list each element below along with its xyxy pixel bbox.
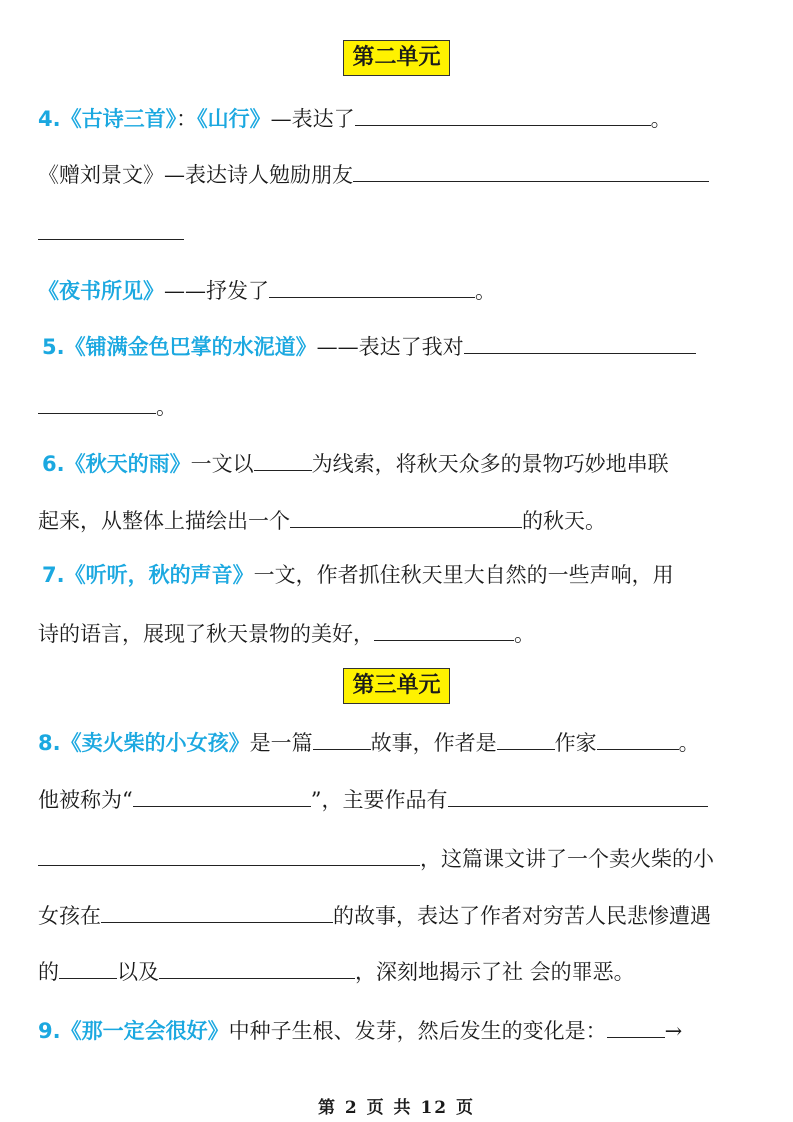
q8-blank-3[interactable]: [597, 727, 679, 750]
unit-2-title: 第二单元: [343, 40, 449, 76]
q8-text-11: ，深刻地揭示了社 会的罪恶。: [355, 960, 635, 984]
page-footer: 第 2 页 共 12 页: [317, 1098, 476, 1118]
q7-line-2: [38, 618, 755, 649]
q8-line-3: [38, 843, 755, 874]
q4-blank-1[interactable]: [355, 103, 651, 126]
q5-line-1: [42, 331, 755, 362]
q4-end-3: 。: [475, 279, 496, 303]
q6-text-1: 一文以: [190, 452, 254, 476]
q9-arrow: →: [664, 1019, 683, 1043]
q8-blank-8[interactable]: [159, 956, 355, 979]
q4-poem-1: 《山行》: [197, 107, 271, 131]
q8-blank-7[interactable]: [59, 956, 117, 979]
q4-line-1: [38, 103, 755, 134]
q6-book: 《秋天的雨》: [64, 452, 191, 476]
q5-end: 。: [156, 395, 177, 419]
q7-book: 《听听，秋的声音》: [64, 563, 254, 587]
q5-book: 《铺满金色巴掌的水泥道》: [64, 335, 317, 359]
q8-text-6: ，这篇课文讲了一个卖火柴的小: [420, 847, 714, 871]
q8-line-4: [38, 900, 755, 931]
q9-book: 《那一定会很好》: [60, 1019, 229, 1043]
q6-blank-1[interactable]: [254, 448, 312, 471]
q8-text-5: ”，主要作品有: [310, 788, 448, 812]
q8-text-1: 是一篇: [249, 731, 313, 755]
q5-text: ——表达了我对: [316, 335, 464, 359]
unit-3-heading: [0, 668, 793, 704]
q6-line-2: [38, 505, 755, 536]
q4-blank-2[interactable]: [353, 159, 709, 182]
q6-text-4: 的秋天。: [522, 509, 606, 533]
q6-text-2: 为线索，将秋天众多的景物巧妙地串联: [311, 452, 669, 476]
q5-number: 5.: [42, 335, 65, 359]
q4-line-2: [38, 159, 755, 190]
q6-number: 6.: [42, 452, 65, 476]
q9-blank-1[interactable]: [607, 1015, 665, 1038]
q4-colon: ：: [176, 107, 198, 131]
q8-text-7: 女孩在: [38, 904, 101, 928]
q4-blank-2b[interactable]: [38, 217, 184, 240]
q5-line-2: [38, 391, 755, 422]
q6-blank-2[interactable]: [290, 505, 522, 528]
q4-number: 4.: [38, 107, 61, 131]
q8-text-8: 的故事，表达了作者对穷苦人民悲惨遭遇: [333, 904, 711, 928]
q5-blank-1[interactable]: [464, 331, 696, 354]
q8-line-5: [38, 956, 755, 987]
q8-book: 《卖火柴的小女孩》: [60, 731, 250, 755]
q6-text-3: 起来，从整体上描绘出一个: [38, 509, 290, 533]
q8-blank-2[interactable]: [497, 727, 555, 750]
q4-book: 《古诗三首》: [60, 107, 177, 131]
q7-text-2: 诗的语言，展现了秋天景物的美好，: [38, 622, 374, 646]
q4-text-3: ——抒发了: [164, 279, 269, 303]
q8-blank-5[interactable]: [448, 784, 708, 807]
q4-blank-3[interactable]: [269, 275, 475, 298]
q8-line-2: [38, 784, 755, 815]
q7-text-1: 一文，作者抓住秋天里大自然的一些声响，用: [253, 563, 674, 587]
q8-text-9: 的: [38, 960, 59, 984]
q4-poem-2-text: 《赠刘景文》—表达诗人勉励朋友: [38, 163, 353, 187]
q8-blank-4[interactable]: [133, 784, 311, 807]
q6-line-1: [42, 448, 755, 479]
q7-end: 。: [514, 622, 535, 646]
q9-line-1: [38, 1015, 755, 1046]
q9-number: 9.: [38, 1019, 61, 1043]
q5-blank-1b[interactable]: [38, 391, 156, 414]
q7-line-1: [42, 560, 755, 590]
q8-text-3: 作家: [554, 731, 597, 755]
q7-blank-1[interactable]: [374, 618, 514, 641]
q8-number: 8.: [38, 731, 61, 755]
q4-line-3: [38, 217, 755, 248]
unit-2-heading: [0, 40, 793, 76]
q8-blank-6[interactable]: [101, 900, 333, 923]
q8-end-1: 。: [678, 731, 700, 755]
q4-end-1: 。: [650, 107, 672, 131]
q4-poem-3: 《夜书所见》: [38, 279, 164, 303]
q8-blank-1[interactable]: [313, 727, 371, 750]
q8-blank-5b[interactable]: [38, 843, 420, 866]
q8-text-2: 故事，作者是: [370, 731, 497, 755]
q7-number: 7.: [42, 563, 65, 587]
q8-text-10: 以及: [117, 960, 159, 984]
q4-line-4: [38, 275, 755, 306]
q8-text-4: 他被称为“: [38, 788, 133, 812]
unit-3-title: 第三单元: [343, 668, 449, 704]
q9-text: 中种子生根、发芽，然后发生的变化是：: [228, 1019, 607, 1043]
q4-text-1: —表达了: [270, 107, 355, 131]
q8-line-1: [38, 727, 755, 758]
